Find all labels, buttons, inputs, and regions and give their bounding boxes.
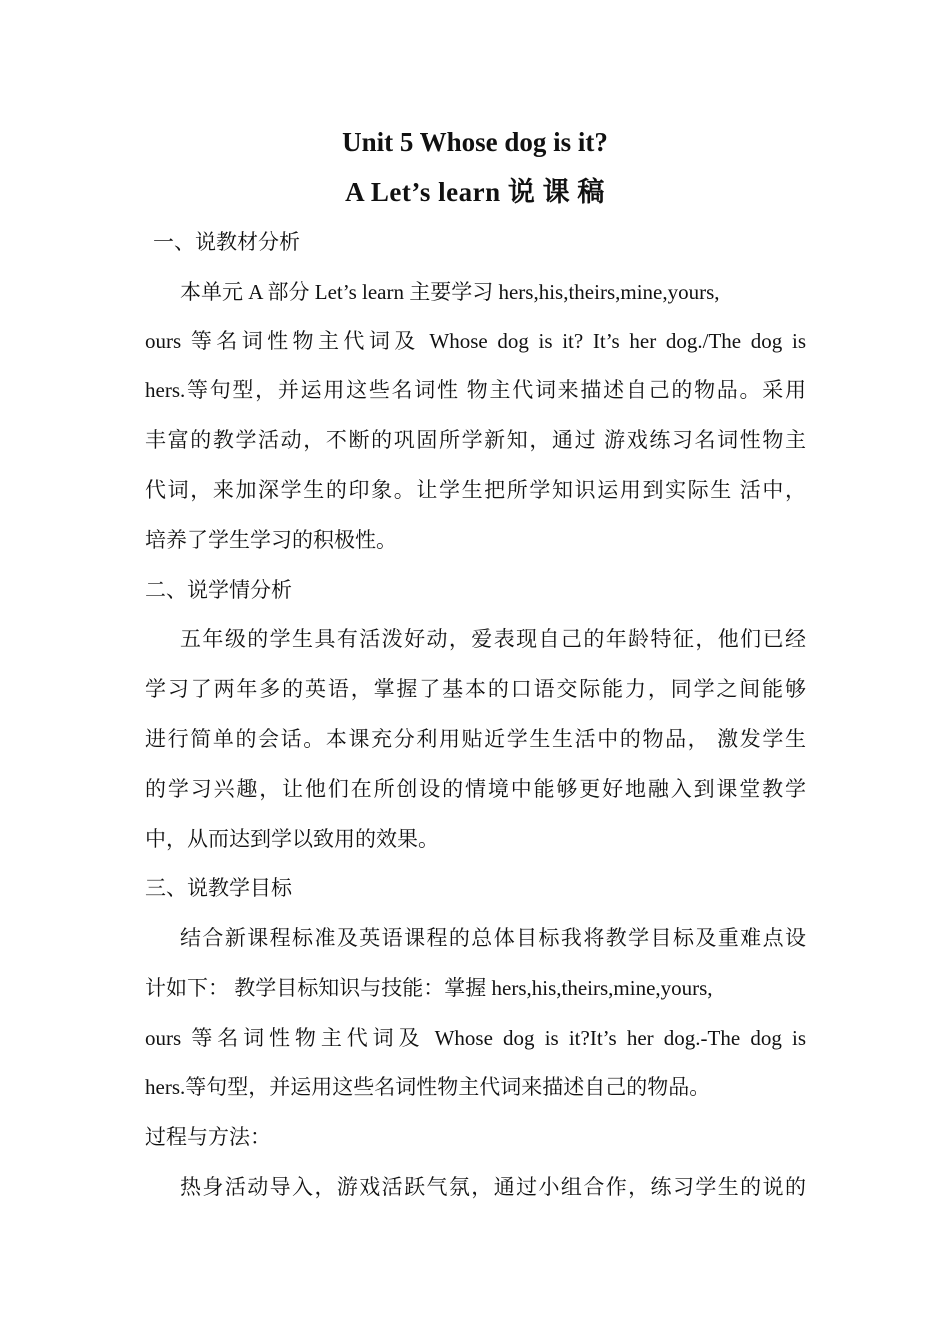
paragraph-line: 代词，来加深学生的印象。让学生把所学知识运用到实际生 活中， bbox=[145, 478, 806, 502]
paragraph-line: 丰富的教学活动，不断的巩固所学新知，通过 游戏练习名词性物主 bbox=[145, 428, 806, 452]
paragraph-line: 培养了学生学习的积极性。 bbox=[145, 528, 397, 552]
paragraph-line: 本单元 A 部分 Let’s learn 主要学习 hers,his,theirs,mine,yours, bbox=[180, 280, 720, 304]
paragraph-line: 结合新课程标准及英语课程的总体目标我将教学目标及重难点设 bbox=[180, 926, 806, 950]
paragraph-line: hers.等句型，并运用这些名词性 物主代词来描述自己的物品。采用 bbox=[145, 378, 806, 402]
paragraph-line: 五年级的学生具有活泼好动，爱表现自己的年龄特征，他们已经 bbox=[180, 627, 806, 651]
section-heading-process-and-method: 过程与方法： bbox=[145, 1125, 271, 1149]
paragraph-line: 计如下： 教学目标知识与技能：掌握 hers,his,theirs,mine,yours, bbox=[145, 976, 713, 1000]
document-subtitle: A Let’s learn 说 课 稿 bbox=[345, 177, 605, 207]
paragraph-line: ours 等名词性物主代词及 Whose dog is it?It’s her dog.-The dog is bbox=[145, 1026, 806, 1050]
paragraph-line: hers.等句型，并运用这些名词性物主代词来描述自己的物品。 bbox=[145, 1075, 711, 1099]
section-heading-student-analysis: 二、说学情分析 bbox=[145, 578, 292, 602]
section-heading-teaching-objectives: 三、说教学目标 bbox=[145, 876, 292, 900]
paragraph-line: 学习了两年多的英语，掌握了基本的口语交际能力，同学之间能够 bbox=[145, 677, 806, 701]
paragraph-line: 热身活动导入，游戏活跃气氛，通过小组合作，练习学生的说的 bbox=[180, 1175, 806, 1199]
paragraph-line: ours 等名词性物主代词及 Whose dog is it? It’s her dog./The dog is bbox=[145, 329, 806, 353]
paragraph-line: 的学习兴趣，让他们在所创设的情境中能够更好地融入到课堂教学 bbox=[145, 777, 806, 801]
paragraph-line: 进行简单的会话。本课充分利用贴近学生生活中的物品， 激发学生 bbox=[145, 727, 806, 751]
document-title: Unit 5 Whose dog is it? bbox=[342, 127, 608, 157]
paragraph-line: 中，从而达到学以致用的效果。 bbox=[145, 827, 439, 851]
section-heading-textbook-analysis: 一、说教材分析 bbox=[153, 230, 300, 254]
